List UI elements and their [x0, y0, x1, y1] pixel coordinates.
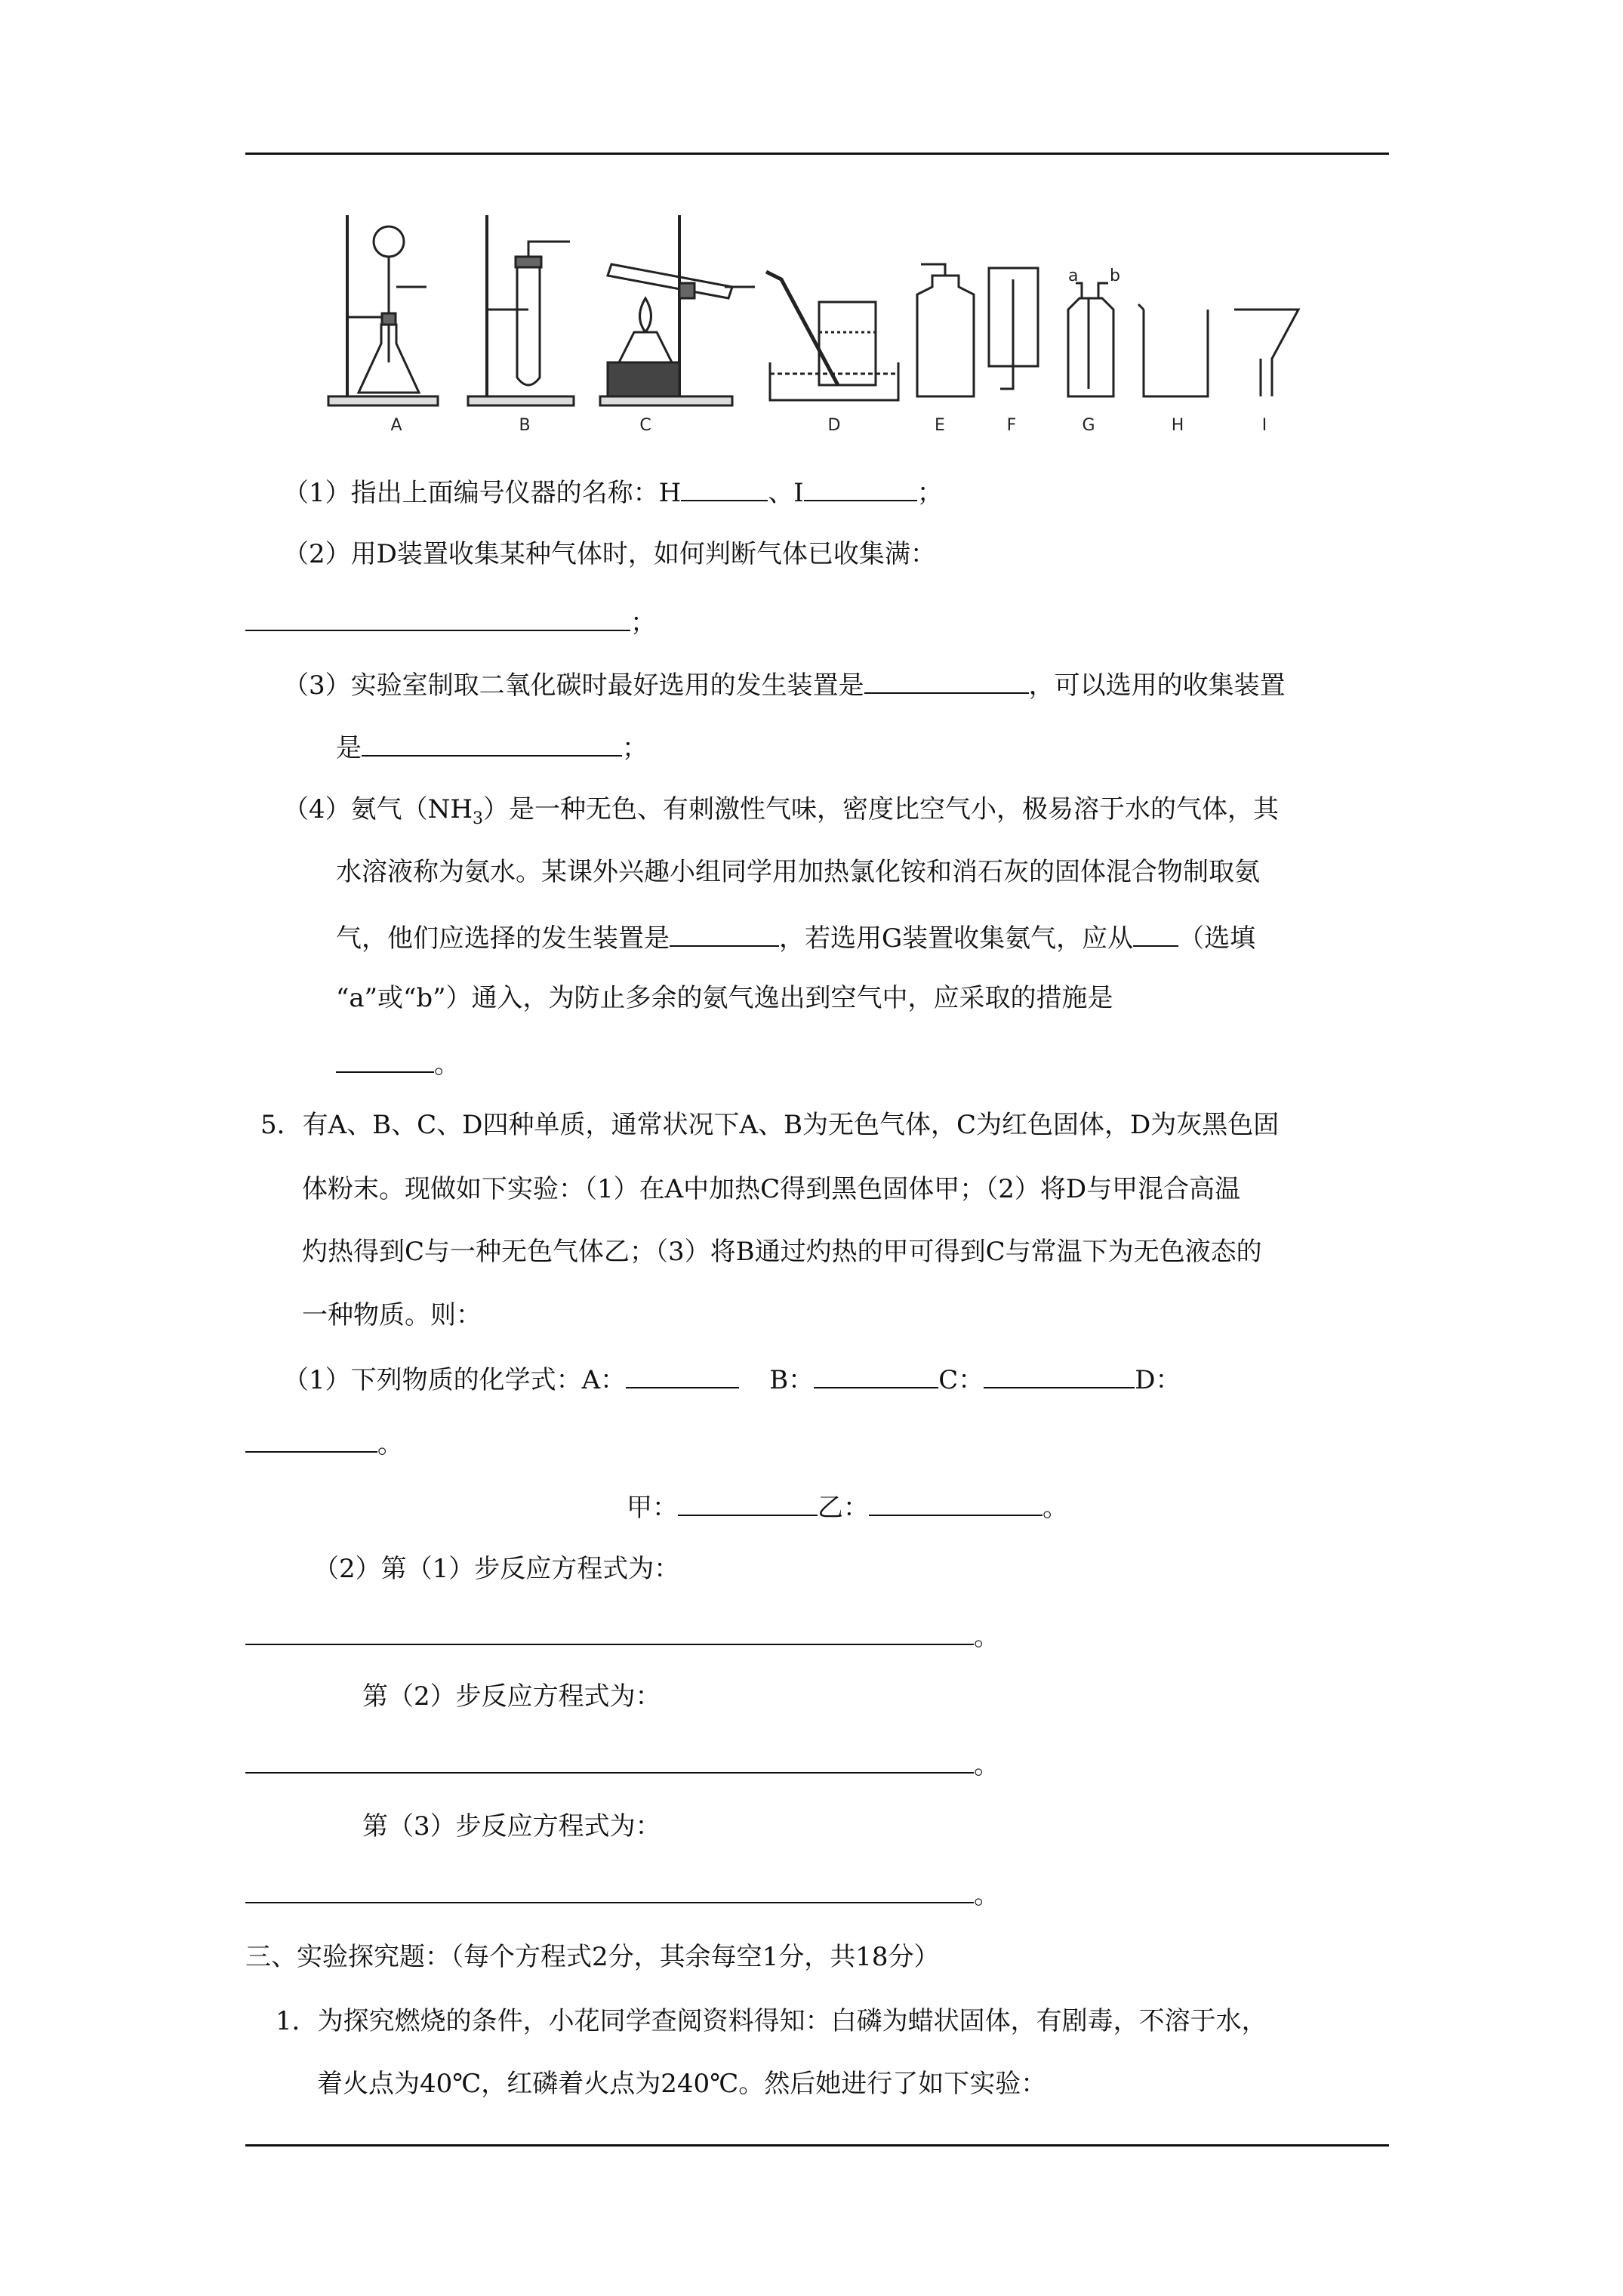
q5-formula-line: （1）下列物质的化学式：A： B： C： D：	[283, 1361, 1181, 1397]
q5-eq2-answer: 。	[245, 1746, 999, 1782]
q5-line3: 灼热得到C与一种无色气体乙；（3）将B通过灼热的甲可得到C与常温下为无色液态的	[302, 1237, 1262, 1267]
answer-blank-eq1[interactable]	[245, 1618, 974, 1645]
label-b: B	[519, 416, 531, 435]
answer-blank-d[interactable]	[245, 1425, 377, 1453]
answer-blank-h[interactable]	[681, 474, 768, 501]
answer-blank-eq2[interactable]	[245, 1746, 974, 1774]
answer-blank-port[interactable]	[1133, 920, 1178, 947]
footer-rule	[245, 2144, 1389, 2147]
label-g-b: b	[1110, 267, 1120, 285]
q4-part4-line3: 气，他们应选择的发生装置是 ，若选用G装置收集氨气，应从 （选填	[336, 920, 1255, 955]
q4-part2: （2）用D装置收集某种气体时，如何判断气体已收集满：	[283, 539, 936, 569]
q5-eq1-prompt: （2）第（1）步反应方程式为：	[313, 1554, 680, 1584]
section3-q1-line2: 着火点为40℃，红磷着火点为240℃。然后她进行了如下实验：	[317, 2069, 1047, 2099]
q4-part3-line2: 是 ；	[336, 729, 648, 765]
apparatus-f	[989, 268, 1038, 389]
apparatus-b	[468, 215, 574, 405]
q5-formula-d-answer: 。	[245, 1425, 403, 1461]
label-e: E	[935, 416, 945, 435]
q5-jia-yi-line: 甲： 乙： 。	[627, 1489, 1068, 1524]
q5-line2: 体粉末。现做如下实验：（1）在A中加热C得到黑色固体甲；（2）将D与甲混合高温	[302, 1174, 1241, 1204]
q4-part2-answer: ；	[245, 604, 656, 639]
answer-blank-c[interactable]	[984, 1361, 1135, 1388]
label-g-a: a	[1068, 267, 1079, 285]
label-c: C	[639, 416, 651, 435]
answer-blank-measure[interactable]	[336, 1046, 434, 1073]
q5-eq1-answer: 。	[245, 1618, 999, 1653]
answer-blank-co2-generator[interactable]	[864, 667, 1029, 694]
apparatus-a	[328, 215, 438, 405]
label-f: F	[1006, 416, 1017, 435]
apparatus-d	[766, 272, 898, 400]
q5-eq2-prompt: 第（2）步反应方程式为：	[362, 1681, 661, 1712]
q4-part4-line5: 。	[336, 1046, 460, 1081]
label-h: H	[1171, 416, 1184, 435]
label-d: D	[827, 416, 841, 435]
answer-blank-i[interactable]	[804, 474, 917, 501]
apparatus-e	[917, 264, 974, 396]
header-rule	[245, 153, 1389, 155]
apparatus-c	[600, 215, 755, 405]
label-g: G	[1082, 416, 1095, 435]
section3-q1-line1: 1．为探究燃烧的条件，小花同学查阅资料得知：白磷为蜡状固体，有剧毒，不溶于水，	[276, 2006, 1267, 2036]
answer-blank-nh3-generator[interactable]	[670, 920, 779, 947]
answer-blank-jia[interactable]	[678, 1489, 818, 1516]
q4-part1: （1）指出上面编号仪器的名称：H 、I ；	[283, 474, 943, 510]
answer-blank-b[interactable]	[814, 1361, 938, 1388]
q5-eq3-prompt: 第（3）步反应方程式为：	[362, 1811, 661, 1841]
q5-line1: 5．有A、B、C、D四种单质，通常状况下A、B为无色气体，C为红色固体，D为灰黑色固	[260, 1110, 1280, 1140]
answer-blank-eq3[interactable]	[245, 1876, 974, 1903]
apparatus-figure	[325, 211, 1329, 445]
apparatus-h	[1138, 304, 1208, 396]
label-a: A	[390, 416, 402, 435]
section3-heading: 三、实验探究题：（每个方程式2分，其余每空1分，共18分）	[245, 1942, 940, 1972]
apparatus-i	[1234, 310, 1298, 396]
q4-part4-line1: （4）氨气$(NH_3)$是一种无色、有刺激性气味，密度比空气小，极易溶于水的气体，其	[283, 794, 1280, 828]
q4-part4-line2: 水溶液称为氨水。某课外兴趣小组同学用加热氯化铵和消石灰的固体混合物制取氨	[336, 857, 1260, 887]
answer-blank-a[interactable]	[626, 1361, 739, 1388]
q4-part3-line1: （3）实验室制取二氧化碳时最好选用的发生装置是 ，可以选用的收集装置	[283, 667, 1286, 702]
answer-blank-yi[interactable]	[869, 1489, 1042, 1516]
q5-line4: 一种物质。则：	[302, 1300, 482, 1330]
q5-eq3-answer: 。	[245, 1876, 999, 1912]
apparatus-g	[1068, 283, 1113, 396]
answer-blank-co2-collector[interactable]	[362, 729, 622, 757]
q4-part4-line4: “a”或“b”）通入，为防止多余的氨气逸出到空气中，应采取的措施是	[336, 983, 1113, 1013]
label-i: I	[1261, 416, 1267, 435]
answer-blank-full-judge[interactable]	[245, 604, 630, 631]
